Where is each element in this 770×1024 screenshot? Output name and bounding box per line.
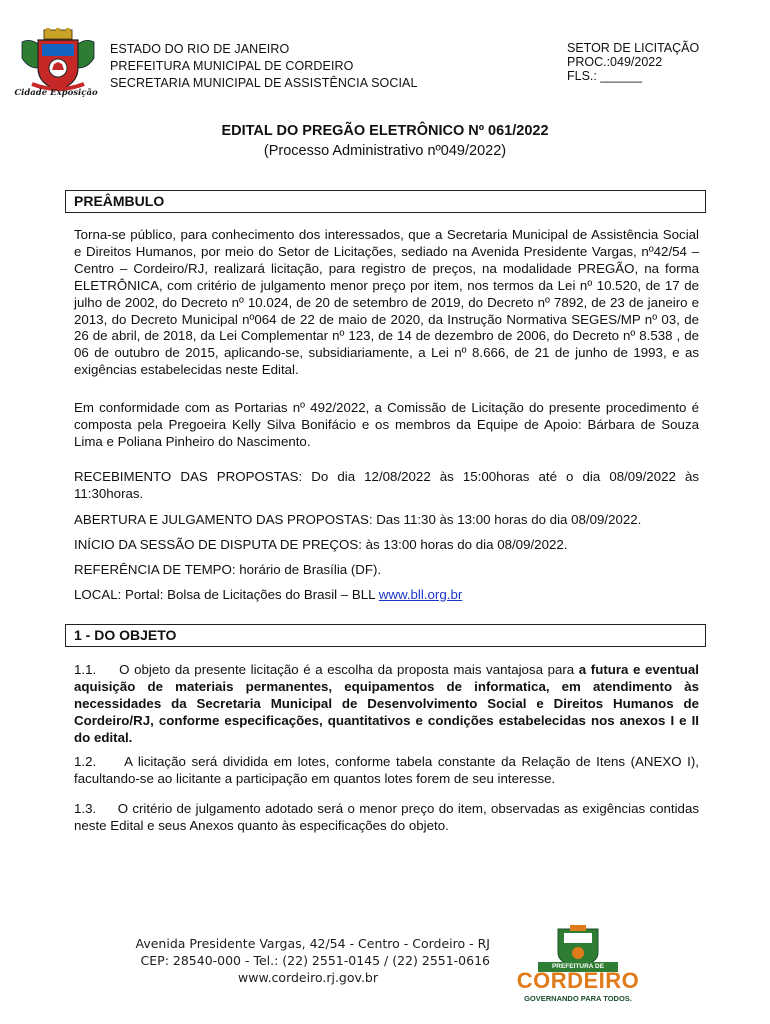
time-reference: REFERÊNCIA DE TEMPO: horário de Brasília (DF).	[74, 562, 382, 577]
proposals-opening: ABERTURA E JULGAMENTO DAS PROPOSTAS: Das 11:30 às 13:00 horas do dia 08/09/2022.	[74, 512, 642, 527]
item-number: 1.2.	[74, 754, 97, 769]
header-process-number: PROC.:049/2022	[567, 55, 663, 69]
footer-address: Avenida Presidente Vargas, 42/54 - Centro - Cordeiro - RJ	[135, 936, 490, 951]
objeto-item-1-3	[74, 801, 699, 835]
document-title: EDITAL DO PREGÃO ELETRÔNICO Nº 061/2022	[221, 123, 549, 139]
preambulo-paragraph-2: Em conformidade com as Portarias nº 492/2022, a Comissão de Licitação do presente procedimento é composta pela Pregoeira Kelly Silva Bonifácio e os membros da Equipe de Apoio: Bárbara de Souza Lima e Poliana Pinheiro do Nascimento.	[74, 400, 699, 449]
footer-address-block	[110, 935, 490, 986]
section-heading-preambulo: PREÂMBULO	[65, 190, 706, 213]
header-institution-block	[110, 41, 418, 92]
preambulo-paragraph-1: Torna-se público, para conhecimento dos interessados, que a Secretaria Municipal de Assistência Social e Direitos Humanos, por meio do Setor de Licitações, sediado na Avenida Presidente Vargas, nº42/54 – Centro – Cordeiro/RJ, realizará licitação, para registro de preços, na modalidade PREGÃO, na forma ELETRÔNICA, com critério de julgamento menor preço por item, nos termos da Lei nº 10.520, de 17 de julho de 2002, do Decreto nº 10.024, de 20 de setembro de 2019, do Decreto nº 7892, de 23 de janeiro e 2013, do Decreto Municipal nº064 de 22 de maio de 2020, da Instrução Normativa SEGES/MP nº 03, de 26 de abril, de 2018, da Lei Complementar nº 123, de 14 de dezembro de 2006, do Decreto nº 8.538 , de 06 de outubro de 2015, aplicando-se, subsidiariamente, a Lei nº 8.666, de 21 de junho de 1993, e as exigências estabelecidas neste Edital.	[74, 227, 699, 378]
location-label: LOCAL: Portal: Bolsa de Licitações do Brasil – BLL	[74, 587, 379, 602]
bidding-location	[74, 587, 699, 604]
item-number: 1.1.	[74, 662, 97, 677]
document-subtitle: (Processo Administrativo nº049/2022)	[263, 143, 507, 159]
item-text-bold: a futura e eventual aquisição de materiais permanentes, equipamentos de informatica, em atendimento às necessidades da Secretaria Municipal de Desenvolvimento Social e Direitos Humanos de Cordeiro/RJ, conforme especificações, quantitativos e condições estabelecidas nos anexos I e II do edital.	[74, 662, 699, 745]
item-number: 1.3.	[74, 801, 97, 816]
header-prefecture: PREFEITURA MUNICIPAL DE CORDEIRO	[110, 59, 354, 73]
section-heading-objeto: 1 - DO OBJETO	[65, 624, 706, 647]
header-secretariat: SECRETARIA MUNICIPAL DE ASSISTÊNCIA SOCIAL	[110, 76, 418, 90]
crest-caption: Cidade Exposição	[14, 88, 98, 98]
item-text: O critério de julgamento adotado será o menor preço do item, observadas as exigências contidas neste Edital e seus Anexos quanto às especificações do objeto.	[74, 801, 699, 833]
item-text: A licitação será dividida em lotes, conforme tabela constante da Relação de Itens (ANEXO I), facultando-se ao licitante a participação em quantos lotes forem de seu interesse.	[74, 754, 699, 786]
header-sector: SETOR DE LICITAÇÃO	[567, 41, 700, 55]
header-process-block	[567, 41, 699, 83]
logo-banner: PREFEITURA DE	[538, 962, 618, 972]
header-page-field: FLS.: ______	[567, 69, 643, 83]
item-text: O objeto da presente licitação é a escolha da proposta mais vantajosa para	[119, 662, 579, 677]
proposals-receipt: RECEBIMENTO DAS PROPOSTAS: Do dia 12/08/2022 às 15:00horas até o dia 08/09/2022 às 11:30horas.	[74, 469, 699, 501]
logo-tagline: GOVERNANDO PARA TODOS.	[524, 994, 632, 1003]
footer-website: www.cordeiro.rj.gov.br	[238, 970, 378, 985]
logo-wordmark: CORDEIRO	[516, 968, 640, 993]
footer-contact: CEP: 28540-000 - Tel.: (22) 2551-0145 / (22) 2551-0616	[140, 953, 490, 968]
session-start: INÍCIO DA SESSÃO DE DISPUTA DE PREÇOS: às 13:00 horas do dia 08/09/2022.	[74, 537, 568, 552]
header-state: ESTADO DO RIO DE JANEIRO	[110, 42, 290, 56]
objeto-item-1-2	[74, 754, 699, 788]
bll-portal-link[interactable]: www.bll.org.br	[378, 587, 463, 602]
objeto-item-1-1	[74, 662, 699, 747]
